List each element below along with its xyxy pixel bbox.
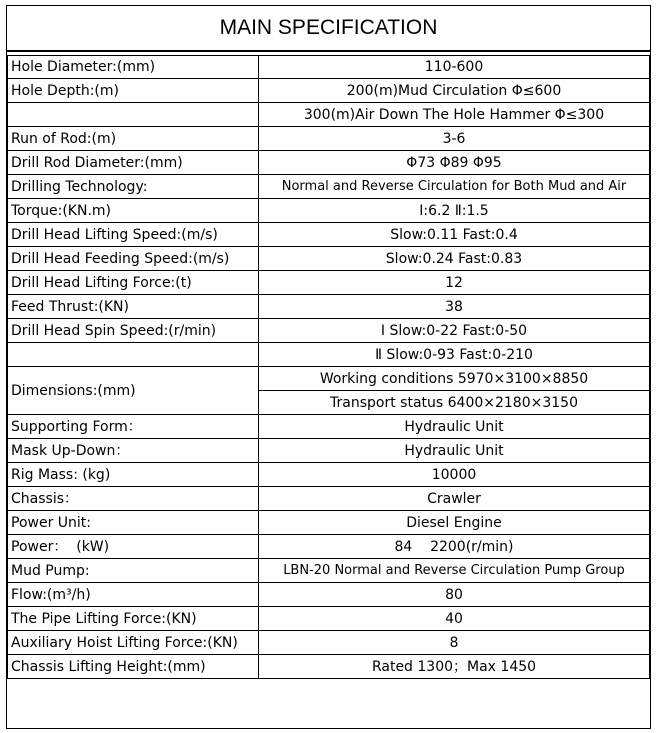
table-row (7, 271, 650, 295)
table-row (7, 655, 650, 679)
row-value: Ⅰ:6.2 Ⅱ:1.5 (259, 199, 650, 223)
row-label: Auxiliary Hoist Lifting Force:(KN) (7, 631, 259, 655)
row-value: Slow:0.24 Fast:0.83 (259, 247, 650, 271)
row-value: Slow:0.11 Fast:0.4 (259, 223, 650, 247)
row-value: 300(m)Air Down The Hole Hammer Φ≤300 (259, 103, 650, 127)
table-row (7, 535, 650, 559)
row-value: Transport status 6400×2180×3150 (259, 391, 650, 415)
row-label: Power： (kW) (7, 535, 259, 559)
table-row (7, 175, 650, 199)
row-value: Diesel Engine (259, 511, 650, 535)
table-row (7, 247, 650, 271)
row-value: 8 (259, 631, 650, 655)
row-label: Drill Head Spin Speed:(r/min) (7, 319, 259, 343)
row-label (7, 103, 259, 127)
row-value: Ⅱ Slow:0-93 Fast:0-210 (259, 343, 650, 367)
row-label: Supporting Form： (7, 415, 259, 439)
table-row (7, 367, 650, 391)
row-value: 38 (259, 295, 650, 319)
table-row (7, 55, 650, 79)
row-value: 84 2200(r/min) (259, 535, 650, 559)
table-row (7, 439, 650, 463)
table-row (7, 127, 650, 151)
row-value: 12 (259, 271, 650, 295)
row-label: Flow:(m³/h) (7, 583, 259, 607)
table-row (7, 415, 650, 439)
sheet-title: MAIN SPECIFICATION (7, 6, 650, 52)
row-value: Normal and Reverse Circulation for Both Mud and Air (259, 175, 650, 199)
row-label: Dimensions:(mm) (7, 367, 259, 415)
row-label: Power Unit: (7, 511, 259, 535)
table-row (7, 583, 650, 607)
row-label: Mud Pump: (7, 559, 259, 583)
table-row (7, 223, 650, 247)
row-value: 80 (259, 583, 650, 607)
table-row (7, 463, 650, 487)
row-value: LBN-20 Normal and Reverse Circulation Pump Group (259, 559, 650, 583)
row-label: Mask Up-Down： (7, 439, 259, 463)
row-value: 200(m)Mud Circulation Φ≤600 (259, 79, 650, 103)
table-row (7, 607, 650, 631)
table-row (7, 199, 650, 223)
row-value: 40 (259, 607, 650, 631)
row-label: Drill Head Feeding Speed:(m/s) (7, 247, 259, 271)
table-row (7, 319, 650, 343)
row-value: 10000 (259, 463, 650, 487)
row-label: Drilling Technology: (7, 175, 259, 199)
spec-table (7, 55, 650, 679)
row-label: Hole Depth:(m) (7, 79, 259, 103)
table-row (7, 487, 650, 511)
row-label: Drill Head Lifting Speed:(m/s) (7, 223, 259, 247)
table-row (7, 295, 650, 319)
row-label: Hole Diameter:(mm) (7, 55, 259, 79)
row-value: Crawler (259, 487, 650, 511)
row-value: Working conditions 5970×3100×8850 (259, 367, 650, 391)
row-label: Rig Mass: (kg) (7, 463, 259, 487)
table-row (7, 79, 650, 103)
row-value: Hydraulic Unit (259, 415, 650, 439)
row-label (7, 343, 259, 367)
row-label: Torque:(KN.m) (7, 199, 259, 223)
table-row (7, 631, 650, 655)
table-row (7, 103, 650, 127)
row-value: Ⅰ Slow:0-22 Fast:0-50 (259, 319, 650, 343)
spec-sheet (6, 5, 651, 729)
row-value: Hydraulic Unit (259, 439, 650, 463)
table-row (7, 151, 650, 175)
row-label: Feed Thrust:(KN) (7, 295, 259, 319)
spec-table-body (7, 55, 650, 679)
row-value: Rated 1300；Max 1450 (259, 655, 650, 679)
table-row (7, 559, 650, 583)
row-value: 110-600 (259, 55, 650, 79)
table-row (7, 511, 650, 535)
row-label: Run of Rod:(m) (7, 127, 259, 151)
row-label: Drill Head Lifting Force:(t) (7, 271, 259, 295)
row-value: Φ73 Φ89 Φ95 (259, 151, 650, 175)
row-label: Drill Rod Diameter:(mm) (7, 151, 259, 175)
row-value: 3-6 (259, 127, 650, 151)
row-label: Chassis Lifting Height:(mm) (7, 655, 259, 679)
table-row (7, 343, 650, 367)
row-label: The Pipe Lifting Force:(KN) (7, 607, 259, 631)
row-label: Chassis： (7, 487, 259, 511)
